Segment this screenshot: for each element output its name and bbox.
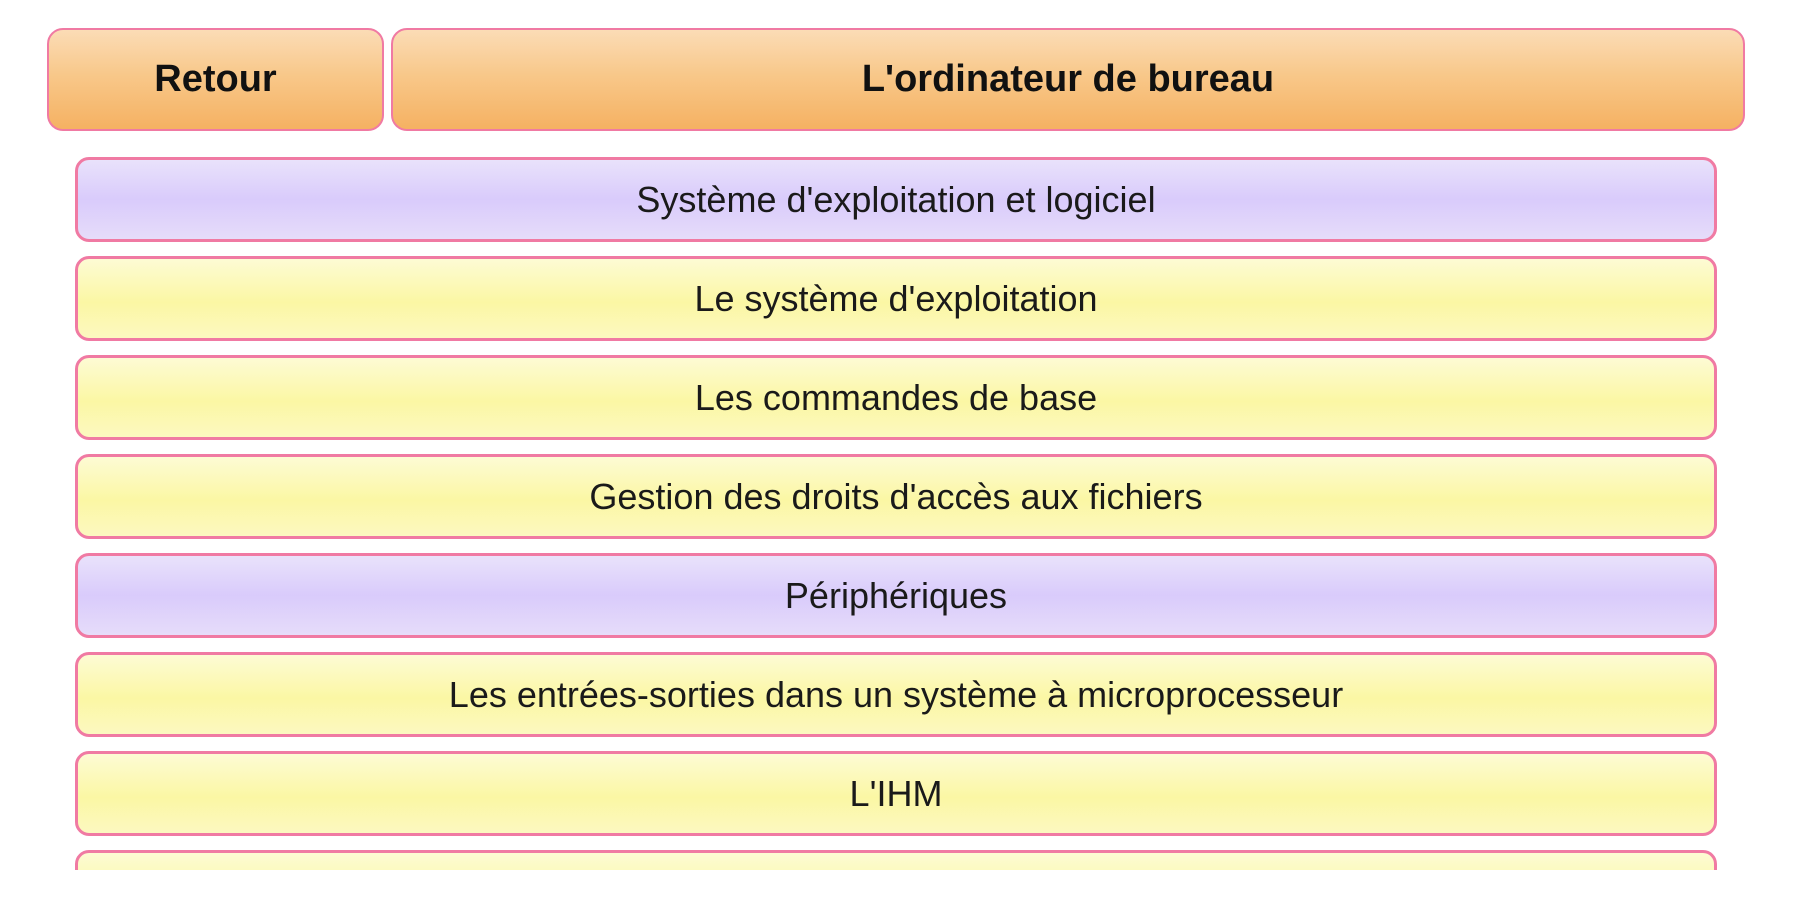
back-button[interactable]: Retour bbox=[47, 28, 384, 131]
list-item[interactable]: Gestion des droits d'accès aux fichiers bbox=[75, 454, 1717, 539]
list-section-header[interactable]: Système d'exploitation et logiciel bbox=[75, 157, 1717, 242]
list-section-header[interactable]: Périphériques bbox=[75, 553, 1717, 638]
topic-list[interactable] bbox=[75, 157, 1717, 870]
list-item[interactable]: Les entrées-sorties dans un système à microprocesseur bbox=[75, 652, 1717, 737]
page-title: L'ordinateur de bureau bbox=[391, 28, 1745, 131]
list-item[interactable]: L'IHM bbox=[75, 751, 1717, 836]
list-item-partial[interactable] bbox=[75, 850, 1717, 870]
app-header bbox=[47, 28, 1745, 135]
list-item[interactable]: Le système d'exploitation bbox=[75, 256, 1717, 341]
list-item[interactable]: Les commandes de base bbox=[75, 355, 1717, 440]
